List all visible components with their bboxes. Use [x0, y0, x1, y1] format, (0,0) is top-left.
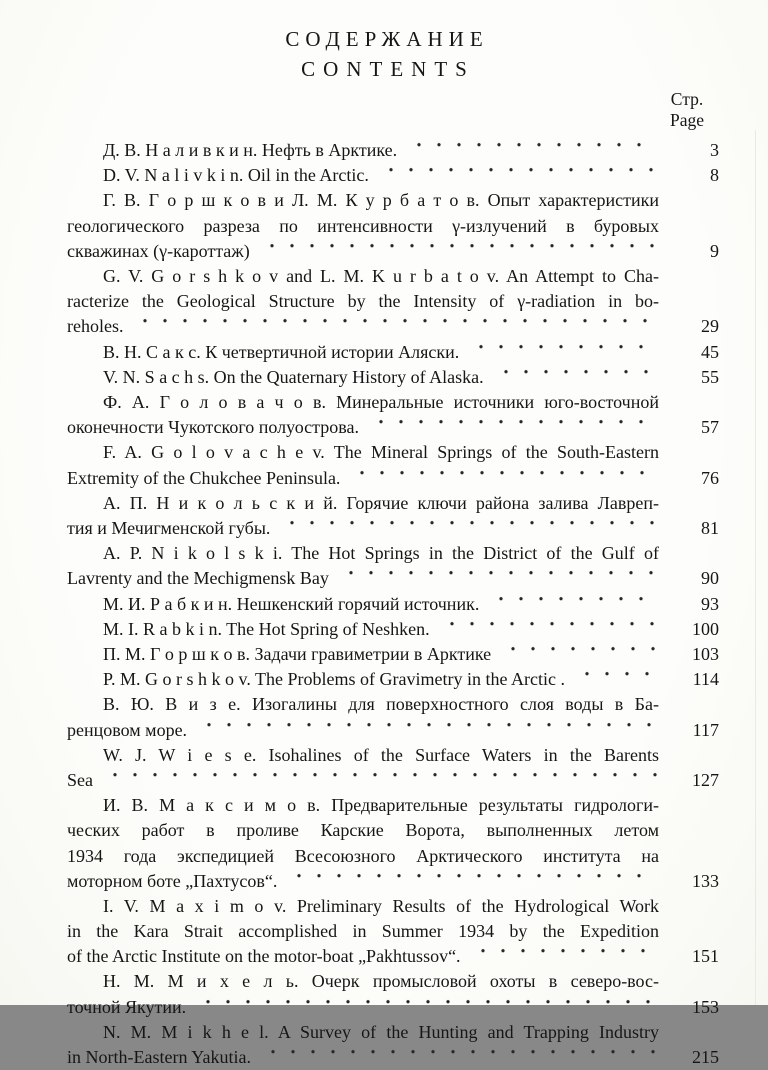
toc-entry [67, 365, 719, 390]
dot-leader [571, 667, 657, 692]
toc-row [67, 365, 719, 390]
dot-leader [283, 869, 657, 894]
page-column-label-russian: Стр. [670, 89, 704, 109]
toc-line-text: ренцовом море. [67, 719, 188, 740]
dot-leader [335, 566, 657, 591]
dot-leader [346, 466, 657, 491]
scan-edge-artifact [755, 130, 756, 1005]
toc-row [67, 163, 719, 188]
toc-row [67, 1045, 719, 1070]
toc-row [67, 617, 719, 642]
page-number: 90 [701, 568, 719, 589]
toc-row [67, 869, 719, 894]
toc-entry [67, 491, 719, 541]
toc-entry [67, 1020, 719, 1070]
toc-line-text: in North-Eastern Yakutia. [67, 1047, 251, 1068]
page-number: 133 [692, 870, 719, 891]
page-column-header [67, 89, 719, 131]
toc-row [67, 642, 719, 667]
page-number: 3 [710, 140, 719, 160]
toc-line-text: моторном боте „Пахтусов“. [67, 870, 278, 891]
toc-line-text: В. Ю. В и з е. Изогалины для поверхностного слоя воды в Ба- [103, 694, 659, 715]
toc-line-text: Lavrenty and the Mechigmensk Bay [67, 568, 329, 589]
toc-line-text: D. V. N a l i v k i n. Oil in the Arctic. [103, 165, 369, 186]
page-number: 55 [701, 366, 719, 387]
toc-line-text: Г. В. Г о р ш к о в и Л. М. К у р б а т о в. Опыт характеристики [103, 190, 659, 211]
toc-entry [67, 894, 719, 970]
toc-line-text: W. J. W i e s e. Isohalines of the Surface Waters in the Barents [103, 744, 659, 765]
dot-leader [192, 995, 657, 1020]
dot-leader [193, 718, 657, 743]
toc-line-text: F. A. G o l o v a c h e v. The Mineral Springs of the South-Eastern [103, 442, 659, 463]
toc-entry [67, 138, 719, 163]
toc-row [67, 566, 719, 591]
page-number: 57 [701, 417, 719, 438]
page-number: 127 [692, 769, 719, 790]
toc-line-text: racterize the Geological Structure by the Intensity of γ-radiation in bo- [67, 291, 659, 312]
toc-entry [67, 440, 719, 490]
dot-leader [129, 314, 657, 339]
dot-leader [256, 239, 657, 264]
page-number: 8 [710, 165, 719, 186]
page-number: 45 [701, 341, 719, 362]
toc-row [67, 340, 719, 365]
toc-line-text: геологического разреза по интенсивности γ-излучений в буровых [67, 215, 659, 236]
toc-line-text: точной Якутии. [67, 996, 187, 1017]
toc-line-text: Н. М. М и х е л ь. Очерк промысловой охоты в северо-вос- [103, 971, 659, 992]
toc-row [67, 995, 719, 1020]
dot-leader [467, 944, 657, 969]
page-column-label-english: Page [669, 110, 705, 130]
page-number: 9 [710, 240, 719, 261]
dot-leader [365, 415, 657, 440]
page-number: 100 [692, 618, 719, 639]
toc-line-text: А. П. Н и к о л ь с к и й. Горячие ключи района залива Лавреп- [103, 492, 659, 513]
toc-entry [67, 793, 719, 894]
dot-leader [490, 365, 657, 390]
toc-row [67, 944, 719, 969]
dot-leader [403, 138, 657, 163]
page-title-english: CONTENTS [301, 57, 475, 81]
toc-entry [67, 264, 719, 340]
page-number: 81 [701, 517, 719, 538]
toc-line-text: A. P. N i k o l s k i. The Hot Springs in the District of the Gulf of [103, 543, 659, 564]
toc-line-text: В. Н. С а к с. К четвертичной истории Аляски. [103, 341, 460, 362]
page-number: 29 [701, 316, 719, 337]
toc-entry [67, 642, 719, 667]
toc-line-text: reholes. [67, 316, 124, 337]
toc-row [67, 516, 719, 541]
toc-line-text: P. M. G o r s h k o v. The Problems of Gravimetry in the Arctic . [103, 669, 565, 690]
toc-entry [67, 390, 719, 440]
toc-line-text: П. М. Г о р ш к о в. Задачи гравиметрии в Арктике [103, 643, 492, 664]
toc-entry [67, 340, 719, 365]
page-number: 114 [692, 669, 719, 690]
toc-line-text: Extremity of the Chukchee Peninsula. [67, 467, 341, 488]
page-number: 76 [701, 467, 719, 488]
dot-leader [497, 642, 657, 667]
toc-row [67, 592, 719, 617]
toc-row [67, 314, 719, 339]
toc-line-text: of the Arctic Institute on the motor-boat „Pakhtussov“. [67, 946, 461, 967]
page-number: 93 [701, 593, 719, 614]
toc-line-text: I. V. M a x i m o v. Preliminary Results of the Hydrological Work [103, 895, 659, 916]
toc-row [67, 138, 719, 163]
toc-entry [67, 969, 719, 1019]
toc-row [67, 466, 719, 491]
toc-row [67, 768, 719, 793]
dot-leader [485, 592, 657, 617]
toc-line-text: тия и Мечигменской губы. [67, 517, 271, 538]
toc-line-text: Ф. А. Г о л о в а ч о в. Минеральные источники юго-восточной [103, 391, 659, 412]
toc-entry [67, 692, 719, 742]
toc-line-text: Д. В. Н а л и в к и н. Нефть в Арктике. [103, 140, 398, 160]
toc-entry [67, 592, 719, 617]
toc-entry [67, 188, 719, 264]
toc-line-text: G. V. G o r s h k o v and L. M. K u r b a t o v. An Attempt to Cha- [103, 265, 659, 286]
toc-line-text: Sea [67, 769, 93, 790]
dot-leader [276, 516, 657, 541]
toc-line-text: оконечности Чукотского полуострова. [67, 417, 359, 438]
page-number: 103 [692, 643, 719, 664]
toc-line-text: М. И. Р а б к и н. Нешкенский горячий источник. [103, 593, 480, 614]
toc-entry [67, 163, 719, 188]
toc-line-text: ческих работ в проливе Карские Ворота, выполненных летом [67, 820, 659, 841]
toc-entries [67, 138, 719, 1070]
toc-row [67, 667, 719, 692]
dot-leader [257, 1045, 657, 1070]
toc-entry [67, 541, 719, 591]
toc-entry [67, 617, 719, 642]
toc-line-text: M. I. R a b k i n. The Hot Spring of Neshken. [103, 618, 430, 639]
page-number: 117 [692, 719, 719, 740]
toc-line-text: скважинах (γ-кароттаж) [67, 240, 250, 261]
toc-line-text: in the Kara Strait accomplished in Summer 1934 by the Expedition [67, 921, 659, 942]
toc-row [67, 239, 719, 264]
dot-leader [465, 340, 657, 365]
dot-leader [375, 163, 657, 188]
page-title-russian: СОДЕРЖАНИЕ [285, 27, 489, 51]
page-number: 215 [692, 1047, 719, 1068]
dot-leader [99, 768, 657, 793]
toc-row [67, 415, 719, 440]
page-number: 151 [692, 946, 719, 967]
toc-entry [67, 667, 719, 692]
toc-row [67, 718, 719, 743]
toc-line-text: 1934 года экспедицией Всесоюзного Арктического института на [67, 845, 659, 866]
toc-entry [67, 743, 719, 793]
toc-line-text: N. M. M i k h e l. A Survey of the Hunting and Trapping Industry [103, 1021, 659, 1042]
toc-line-text: V. N. S a c h s. On the Quaternary History of Alaska. [103, 366, 484, 387]
page-number: 153 [692, 996, 719, 1017]
toc-line-text: И. В. М а к с и м о в. Предварительные результаты гидрологи- [103, 795, 659, 816]
dot-leader [436, 617, 657, 642]
